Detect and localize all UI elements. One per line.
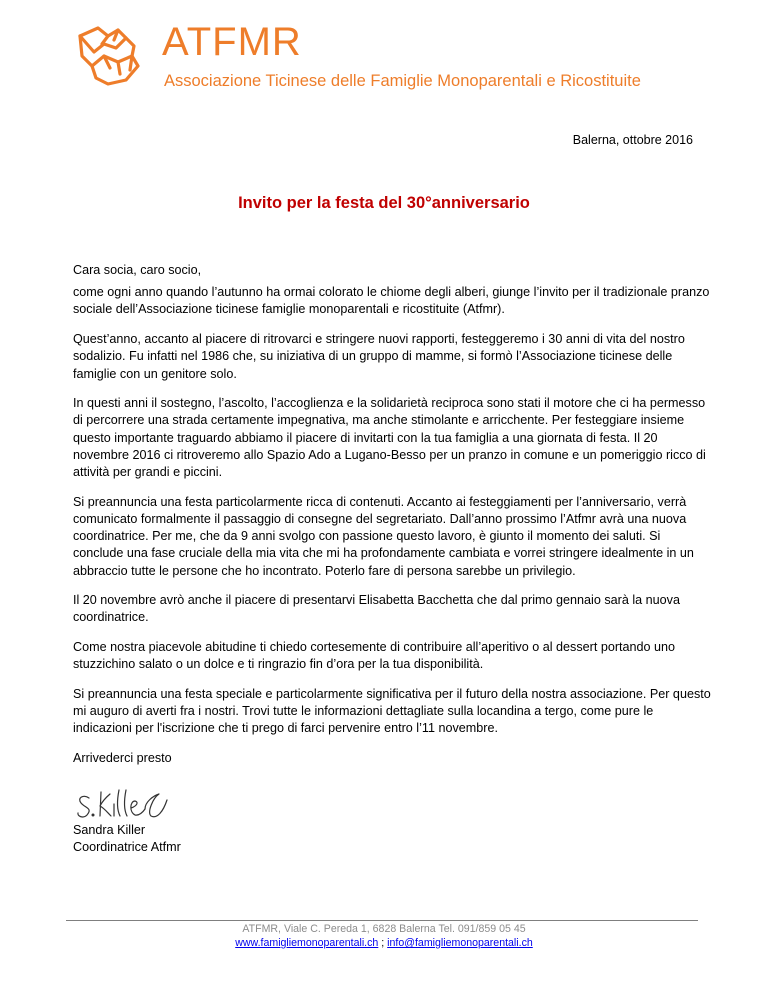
signer-name: Sandra Killer — [73, 823, 146, 837]
paragraph-1: come ogni anno quando l’autunno ha ormai colorato le chiome degli alberi, giunge l’invito per il tradizionale pranzo sociale dell’Associazione ticinese famiglie monoparentali e ricostituite (Atfmr). — [73, 285, 710, 317]
footer — [0, 922, 768, 950]
letter-body — [73, 262, 713, 780]
org-short-name: ATFMR — [162, 20, 302, 64]
footer-contacts — [0, 936, 768, 950]
footer-divider — [66, 920, 698, 921]
paragraph-2: Quest’anno, accanto al piacere di ritrovarci e stringere nuovi rapporti, festeggeremo i 30 anni di vita del nostro sodalizio. Fu infatti nel 1986 che, su iniziativa di un gruppo di mamme, si formò l’Associazione ticinese delle famiglie con un genitore solo. — [73, 332, 685, 381]
signer-role: Coordinatrice Atfmr — [73, 840, 181, 855]
handwritten-signature — [73, 786, 173, 822]
place-date: Balerna, ottobre 2016 — [572, 133, 693, 147]
hands-logo-icon — [74, 22, 154, 96]
paragraph-3: In questi anni il sostegno, l’ascolto, l’accoglienza e la solidarietà reciproca sono stati il motore che ci ha permesso di percorrere una strada certamente impegnativa, ma anche stimolante e arricchente. Per festeggiare insieme questo importante traguardo abbiamo il piacere di invitarti con la tua famiglia a una giornata di festa. Il 20 novembre 2016 ci ritroveremo allo Spazio Ado a Lugano-Besso per un pranzo in comune e un pomeriggio ricco di attività per grandi e piccini. — [73, 396, 706, 480]
closing: Arrivederci presto — [73, 751, 172, 766]
email-link[interactable]: info@famigliemonoparentali.ch — [387, 937, 533, 949]
paragraph-5: Il 20 novembre avrò anche il piacere di presentarvi Elisabetta Bacchetta che dal primo gennaio sarà la nuova coordinatrice. — [73, 593, 680, 625]
contact-separator: ; — [378, 937, 388, 949]
footer-address: ATFMR, Viale C. Pereda 1, 6828 Balerna Tel. 091/859 05 45 — [242, 923, 526, 935]
paragraph-4: Si preannuncia una festa particolarmente ricca di contenuti. Accanto ai festeggiamenti per l’anniversario, verrà comunicato formalmente il passaggio di consegne del segretariato. Dall’anno prossimo l’Atfmr avrà una nuova coordinatrice. Per me, che da 9 anni svolgo con passione questo lavoro, è giunto il momento dei saluti. Si conclude una fase cruciale della mia vita che mi ha profondamente cambiata e vorrei stringere idealmente in un abbraccio tutte le persone che ho incontrato. Poterlo fare di persona sarebbe un privilegio. — [73, 494, 694, 578]
letter-title: Invito per la festa del 30°anniversario — [238, 194, 530, 212]
paragraph-6: Come nostra piacevole abitudine ti chiedo cortesemente di contribuire all’aperitivo o al dessert portando uno stuzzichino salato o un dolce e ti ringrazio fin d’ora per la tua disponibilità. — [73, 640, 676, 672]
paragraph-7: Si preannuncia una festa speciale e particolarmente significativa per il futuro della nostra associazione. Per questo mi auguro di averti fra i nostri. Trovi tutte le informazioni dettagliate sulla locandina a tergo, come pure le indicazioni per l'iscrizione che ti prego di farci pervenire entro l’11 novembre. — [73, 687, 711, 736]
signer-block — [73, 822, 181, 856]
greeting: Cara socia, caro socio, — [73, 263, 202, 277]
org-full-name: Associazione Ticinese delle Famiglie Monoparentali e Ricostituite — [164, 72, 641, 90]
website-link[interactable]: www.famigliemonoparentali.ch — [235, 937, 379, 949]
